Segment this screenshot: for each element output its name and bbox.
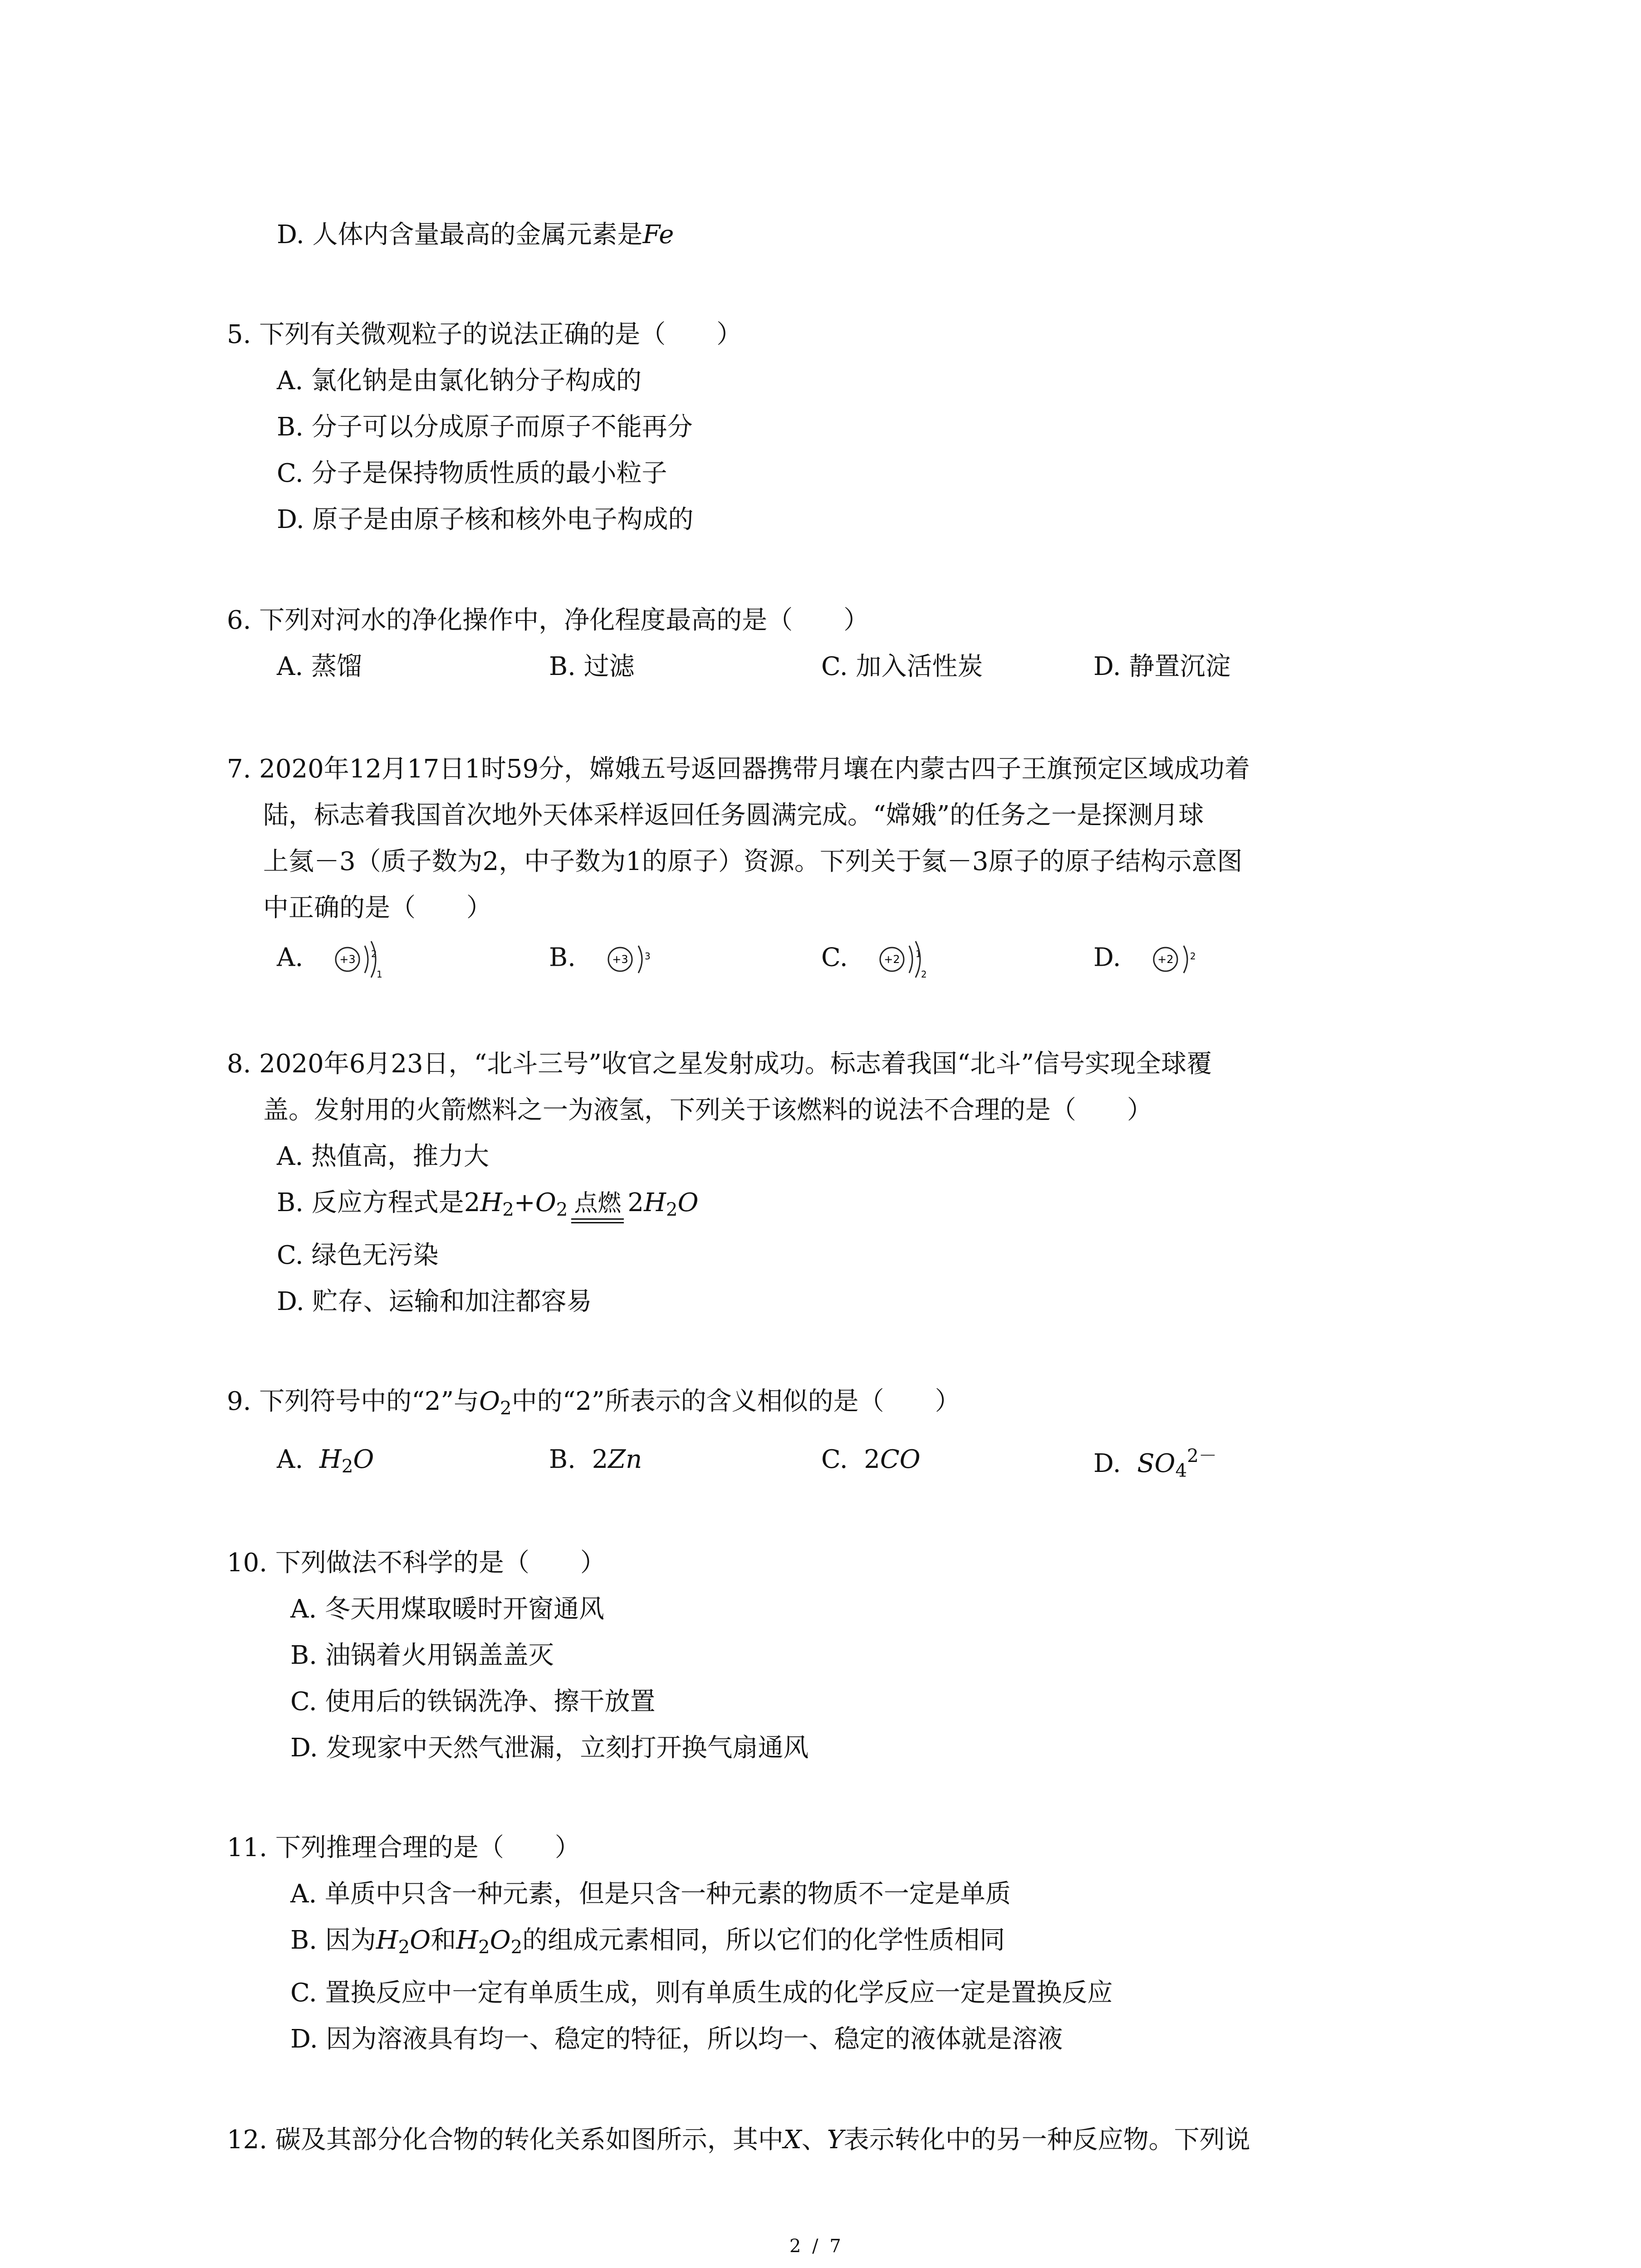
q9-option-c-label: C. [821,1445,848,1474]
q9-option-d-label: D. [1093,1449,1121,1479]
fe-symbol: Fe [642,220,674,249]
svg-text:2: 2 [371,948,377,959]
svg-text:1: 1 [377,969,382,980]
q11-option-b-prefix: B. 因为 [290,1926,376,1955]
q7-stem-line-4: 中正确的是（ ） [263,893,492,923]
q4-option-d [277,222,674,248]
q9-option-c: C. 2CO [821,1445,921,1474]
q11-option-a: A. 单质中只含一种元素，但是只含一种元素的物质不一定是单质 [290,1879,1011,1909]
q12-separator: 、 [801,2125,827,2155]
q10-option-a: A. 冬天用煤取暖时开窗通风 [290,1594,605,1624]
q10-option-d: D. 发现家中天然气泄漏，立刻打开换气扇通风 [290,1733,809,1763]
q6-stem: 6. 下列对河水的净化操作中，净化程度最高的是（ ） [227,606,869,635]
q9-option-b-label: B. [549,1445,576,1474]
q7-option-a-label: A. [277,943,304,973]
q10-option-b: B. 油锅着火用锅盖盖灭 [290,1641,554,1670]
q9-option-a-label: A. [277,1445,304,1474]
q11-option-b-mid: 和 [431,1926,456,1955]
q11-option-c: C. 置换反应中一定有单质生成，则有单质生成的化学反应一定是置换反应 [290,1978,1113,2008]
q10-option-c: C. 使用后的铁锅洗净、擦干放置 [290,1687,656,1716]
q7-stem-line-3: 上氦－3（质子数为2，中子数为1的原子）资源。下列关于氦－3原子的原子结构示意图 [263,847,1243,876]
reaction-equation: $2H_2+O_2$ 点燃 $2H_2O$ [464,1188,699,1221]
q9-option-d: D. $SO_4^{2-}$ [1093,1445,1217,1481]
nucleus-charge: +3 [339,953,356,966]
q6-option-b: B. 过滤 [549,652,635,681]
q7-option-d-label: D. [1093,943,1121,973]
q7-option-b-label: B. [549,943,576,973]
svg-text:3: 3 [644,951,651,962]
atom-diagram-c [874,934,928,984]
nucleus-charge: +2 [1157,953,1174,966]
sulfate-charge: 2－ [1187,1445,1217,1466]
q12-stem [227,2127,1250,2153]
q8-option-d: D. 贮存、运输和加注都容易 [277,1287,592,1316]
nucleus-charge: +2 [884,953,901,966]
q9-option-a: A. $H_2O$ [277,1445,374,1477]
q7-option-a [277,934,384,984]
q8-option-c: C. 绿色无污染 [277,1241,439,1270]
q9-option-b-coefficient: 2 [592,1445,608,1474]
q9-stem-suffix: 中的“2”所表示的含义相似的是（ ） [511,1387,960,1416]
svg-text:2: 2 [1190,951,1196,962]
q6-option-a: A. 蒸馏 [277,652,362,681]
q5-option-d: D. 原子是由原子核和核外电子构成的 [277,505,694,534]
q5-option-a: A. 氯化钠是由氯化钠分子构成的 [277,366,642,396]
page-number: 2 / 7 [789,2236,844,2257]
svg-text:1: 1 [916,948,922,959]
q7-stem-line-2: 陆，标志着我国首次地外天体采样返回任务圆满完成。“嫦娥”的任务之一是探测月球 [263,801,1204,830]
q11-option-b-suffix: 的组成元素相同，所以它们的化学性质相同 [522,1926,1005,1955]
q10-stem: 10. 下列做法不科学的是（ ） [227,1548,606,1578]
q6-option-d: D. 静置沉淀 [1093,652,1231,681]
q7-stem-line-1: 7. 2020年12月17日1时59分，嫦娥五号返回器携带月壤在内蒙古四子王旗预定区域成功着 [227,754,1250,784]
svg-text:2: 2 [921,969,927,980]
q8-option-b [277,1190,698,1219]
nucleus-charge: +3 [612,953,628,966]
atom-diagram-a [329,934,384,984]
q7-option-c [821,934,928,984]
atom-diagram-d [1147,934,1202,984]
q9-stem-prefix: 9. 下列符号中的“2”与 [227,1387,480,1416]
q9-stem: 9. 下列符号中的“2”与$O_2$中的“2”所表示的含义相似的是（ ） [227,1387,960,1419]
reaction-condition: 点燃 [571,1192,624,1215]
q9-option-c-coefficient: 2 [864,1445,880,1474]
q6-option-c: C. 加入活性炭 [821,652,983,681]
q12-stem-prefix: 12. 碳及其部分化合物的转化关系如图所示，其中 [227,2125,784,2155]
q5-stem: 5. 下列有关微观粒子的说法正确的是（ ） [227,320,742,349]
q8-option-a: A. 热值高，推力大 [277,1142,490,1171]
reactant-x: X [783,2125,802,2155]
q7-option-b [549,934,656,984]
reactant-y: Y [827,2125,844,2155]
q11-stem: 11. 下列推理合理的是（ ） [227,1833,580,1862]
q8-option-b-prefix: B. 反应方程式是 [277,1188,464,1217]
q8-stem-line-1: 8. 2020年6月23日，“北斗三号”收官之星发射成功。标志着我国“北斗”信号实现全球覆 [227,1049,1212,1079]
q8-stem-line-2: 盖。发射用的火箭燃料之一为液氢，下列关于该燃料的说法不合理的是（ ） [263,1095,1152,1125]
q5-option-c: C. 分子是保持物质性质的最小粒子 [277,459,667,488]
q7-option-d [1093,934,1202,984]
q7-option-c-label: C. [821,943,848,973]
atom-diagram-b [602,934,656,984]
q4-option-d-text: D. 人体内含量最高的金属元素是 [277,220,643,249]
q5-option-b: B. 分子可以分成原子而原子不能再分 [277,412,693,442]
q11-option-b: B. 因为$H_2O$和$H_2O_2$的组成元素相同，所以它们的化学性质相同 [290,1926,1005,1958]
q9-option-b: B. 2Zn [549,1445,642,1474]
q11-option-d: D. 因为溶液具有均一、稳定的特征，所以均一、稳定的液体就是溶液 [290,2024,1063,2054]
q12-stem-suffix: 表示转化中的另一种反应物。下列说 [843,2125,1250,2155]
